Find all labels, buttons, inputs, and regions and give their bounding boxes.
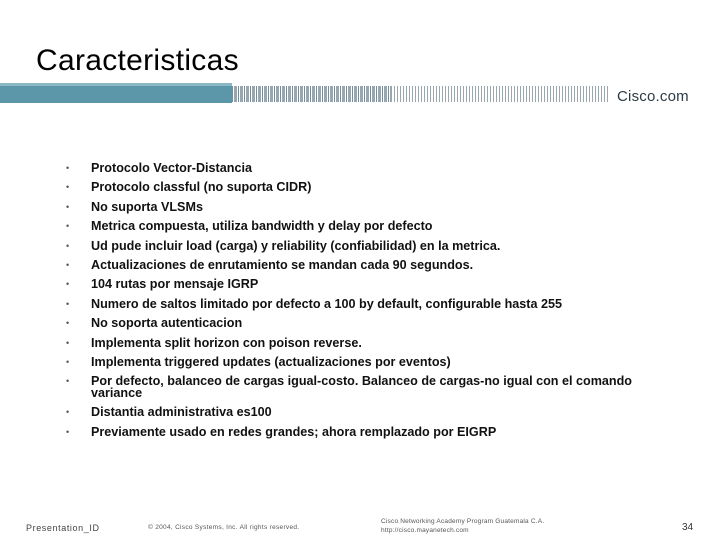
footer-copyright: © 2004, Cisco Systems, Inc. All rights reserved. [148, 524, 300, 531]
list-item [66, 256, 686, 275]
list-item [66, 372, 686, 403]
list-item-text: No soporta autenticacion [91, 316, 243, 331]
bullet-icon: • [66, 182, 70, 193]
list-item [66, 159, 686, 178]
bullet-icon: • [66, 240, 70, 251]
bullet-icon: • [66, 298, 70, 309]
bullet-icon: • [66, 376, 70, 387]
bullet-icon: • [66, 337, 70, 348]
footer-academy-url: http://cisco.mayanetech.com [381, 527, 469, 534]
bullet-icon: • [66, 221, 70, 232]
bullet-list [66, 159, 686, 442]
bullet-icon: • [66, 201, 70, 212]
list-item [66, 237, 686, 256]
bullet-icon: • [66, 318, 70, 329]
header-stripes-dense [232, 86, 392, 102]
list-item-text: Distantia administrativa es100 [91, 405, 272, 420]
bullet-icon: • [66, 260, 70, 271]
list-item-text: Previamente usado en redes grandes; ahora remplazado por EIGRP [91, 424, 497, 439]
list-item [66, 334, 686, 353]
list-item-text: Metrica compuesta, utiliza bandwidth y delay por defecto [91, 219, 433, 234]
bullet-icon: • [66, 357, 70, 368]
list-item [66, 217, 686, 236]
footer-presentation-id: Presentation_ID [26, 523, 100, 533]
footer-academy [381, 517, 544, 535]
list-item [66, 403, 686, 422]
bullet-icon: • [66, 279, 70, 290]
list-item-text: Por defecto, balanceo de cargas igual-costo. Balanceo de cargas-no igual con el comando variance [91, 374, 632, 400]
list-item-text: Protocolo Vector-Distancia [91, 161, 252, 175]
list-item-text: Implementa split horizon con poison reverse. [91, 335, 362, 350]
list-item [66, 178, 686, 197]
list-item-text: Actualizaciones de enrutamiento se mandan cada 90 segundos. [91, 258, 474, 273]
list-item [66, 314, 686, 333]
list-item [66, 423, 686, 442]
list-item [66, 275, 686, 294]
bullet-icon: • [66, 426, 70, 437]
header-band [0, 83, 232, 103]
list-item [66, 295, 686, 314]
list-item-text: Protocolo classful (no suporta CIDR) [91, 180, 312, 195]
list-item [66, 198, 686, 217]
list-item-text: Ud pude incluir load (carga) y reliability (confiabilidad) en la metrica. [91, 238, 501, 253]
header-band-highlight [0, 83, 232, 86]
list-item [66, 353, 686, 372]
footer-academy-line1: Cisco Networking Academy Program Guatemala C.A. [381, 518, 545, 525]
slide-title: Caracteristicas [36, 44, 239, 77]
list-item-text: 104 rutas por mensaje IGRP [91, 277, 259, 292]
cisco-logo: Cisco.com [617, 88, 689, 105]
bullet-icon: • [66, 163, 70, 173]
list-item-text: Implementa triggered updates (actualizaciones por eventos) [91, 355, 451, 370]
list-item-text: No suporta VLSMs [91, 199, 203, 214]
page-number: 34 [682, 522, 694, 533]
bullet-icon: • [66, 407, 70, 418]
list-item-text: Numero de saltos limitado por defecto a 100 by default, configurable hasta 255 [91, 296, 562, 311]
